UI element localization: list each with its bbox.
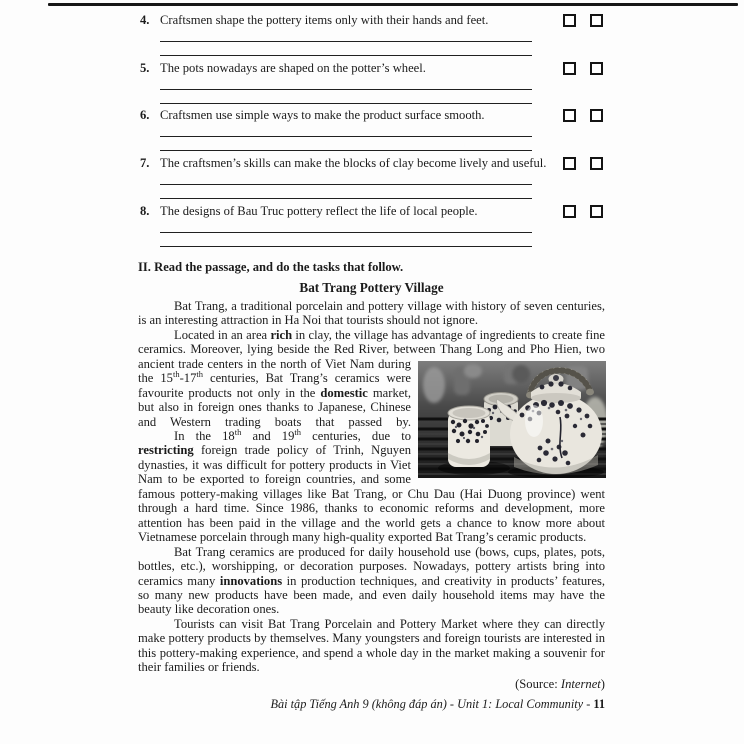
item-4-row [140, 13, 603, 28]
checklist-item-7 [140, 156, 603, 204]
footer-book-title: Bài tập Tiếng Anh 9 (không đáp án) - Unit 1: Local Community - [270, 697, 594, 711]
item-statement: The designs of Bau Truc pottery reflect the life of local people. [160, 203, 478, 218]
paragraph-3-wide [138, 487, 605, 545]
item-statement: The pots nowadays are shaped on the potter’s wheel. [160, 60, 426, 75]
superscript-th: th [234, 426, 242, 437]
answer-line[interactable] [160, 246, 532, 247]
text-run: ancient trade centers in the north of Viet Nam during the 15 [138, 356, 411, 386]
answer-line[interactable] [160, 198, 532, 199]
false-checkbox[interactable] [590, 14, 603, 27]
text-run: (Source: [515, 676, 561, 691]
page-footer [138, 697, 605, 712]
text-run: Tourists can visit Bat Trang Porcelain and Pottery Market where they can directly make pottery products by themselves. Many youngsters and foreign tourists are interested in this pottery-making experience, and spend a whole day in the market making a souvenir for their families or friends. [138, 616, 605, 675]
paragraph-2-wide [138, 328, 605, 357]
answer-line[interactable] [160, 89, 532, 90]
text-run: In the 18 [174, 428, 235, 443]
paragraph-5 [138, 617, 605, 675]
checklist-item-5 [140, 61, 603, 109]
answer-line[interactable] [160, 232, 532, 233]
answer-line[interactable] [160, 103, 532, 104]
item-5-row [140, 61, 603, 76]
scan-edge-line [48, 3, 738, 6]
false-checkbox[interactable] [590, 157, 603, 170]
true-checkbox[interactable] [563, 109, 576, 122]
text-run: ) [600, 676, 605, 691]
text-run: Located in an area [174, 327, 271, 342]
answer-line[interactable] [160, 184, 532, 185]
true-false-checklist [140, 13, 603, 251]
text-column-beside-photo [138, 357, 411, 487]
paragraph-2-tail [138, 357, 411, 429]
text-run: in clay, the village has advantage of ingredients to create fine ceramics. Moreover, lying beside the Red River, between Thang Long and Pho Hien, two [138, 327, 605, 357]
source-line [138, 677, 605, 691]
item-number: 4. [140, 13, 150, 27]
teapot-and-cups-illustration [418, 361, 606, 478]
true-checkbox[interactable] [563, 205, 576, 218]
checklist-item-6 [140, 108, 603, 156]
page-number: 11 [593, 697, 605, 711]
answer-line[interactable] [160, 55, 532, 56]
item-statement: Craftsmen shape the pottery items only with their hands and feet. [160, 13, 489, 27]
item-6-row [140, 108, 603, 123]
item-7-row [140, 156, 603, 171]
false-checkbox[interactable] [590, 109, 603, 122]
superscript-th: th [172, 368, 180, 379]
item-number: 8. [140, 203, 150, 218]
checklist-item-4 [140, 13, 603, 61]
source-name: Internet [560, 676, 601, 691]
true-checkbox[interactable] [563, 14, 576, 27]
paragraph-4 [138, 545, 605, 617]
text-run: Bat Trang ceramics are produced for daily household use (bows, cups, plates, pots, bottles, etc.), worshipping, or decoration purposes. Nowadays, pottery artists bring into ceramics many [138, 544, 605, 588]
text-run: -17 [179, 371, 197, 386]
bold-word-restricting: restricting [138, 443, 194, 458]
text-run: and 19 [241, 428, 295, 443]
false-checkbox[interactable] [590, 62, 603, 75]
text-run: foreign trade policy of Trinh, Nguyen dynasties, it was difficult for pottery products in Viet Nam to be exported to foreign countries, and some [138, 443, 411, 487]
item-statement: Craftsmen use simple ways to make the product surface smooth. [160, 108, 485, 123]
false-checkbox[interactable] [590, 205, 603, 218]
superscript-th: th [196, 368, 204, 379]
paragraph-1 [138, 299, 605, 328]
item-8-row [140, 204, 603, 219]
checklist-item-8 [140, 204, 603, 252]
text-run: in production techniques, and creativity in products’ features, so many new products have been made, and even daily household items may have the beauty like decoration ones. [138, 573, 606, 617]
passage-title: Bat Trang Pottery Village [299, 280, 444, 296]
text-run: famous pottery-making villages like Bat Trang, or Chu Dau (Hai Duong province) went through a hard time. Since 1986, thanks to economic reforms and development, more attention has been paid in the village and the world gets a chance to know more about Vietnamese porcelain through many high-quality exported Bat Trang’s ceramic products. [138, 486, 605, 545]
text-run: market, but also in foreign ones thanks to Japanese, Chinese and Western trading boats that passed by. [138, 385, 411, 429]
text-run: centuries, Bat Trang’s ceramics were favourite products not only in the [138, 371, 411, 400]
bold-word-innovations: innovations [219, 573, 283, 588]
item-number: 5. [140, 60, 150, 75]
answer-line[interactable] [160, 150, 532, 151]
text-run: centuries, due to [301, 428, 411, 443]
section-heading: II. Read the passage, and do the tasks that follow. [138, 260, 404, 274]
item-number: 6. [140, 108, 150, 123]
superscript-th: th [294, 426, 302, 437]
pottery-photo [418, 361, 606, 478]
bold-word-domestic: domestic [320, 385, 368, 400]
true-checkbox[interactable] [563, 157, 576, 170]
item-number: 7. [140, 156, 150, 171]
true-checkbox[interactable] [563, 62, 576, 75]
paragraph-3-head [138, 426, 411, 487]
item-statement: The craftsmen’s skills can make the blocks of clay become lively and useful. [160, 156, 547, 171]
answer-line[interactable] [160, 41, 532, 42]
text-run: Bat Trang, a traditional porcelain and pottery village with history of seven centuries, is an interesting attraction in Ha Noi that tourists should not ignore. [138, 298, 605, 328]
bold-word-rich: rich [270, 327, 293, 342]
answer-line[interactable] [160, 136, 532, 137]
